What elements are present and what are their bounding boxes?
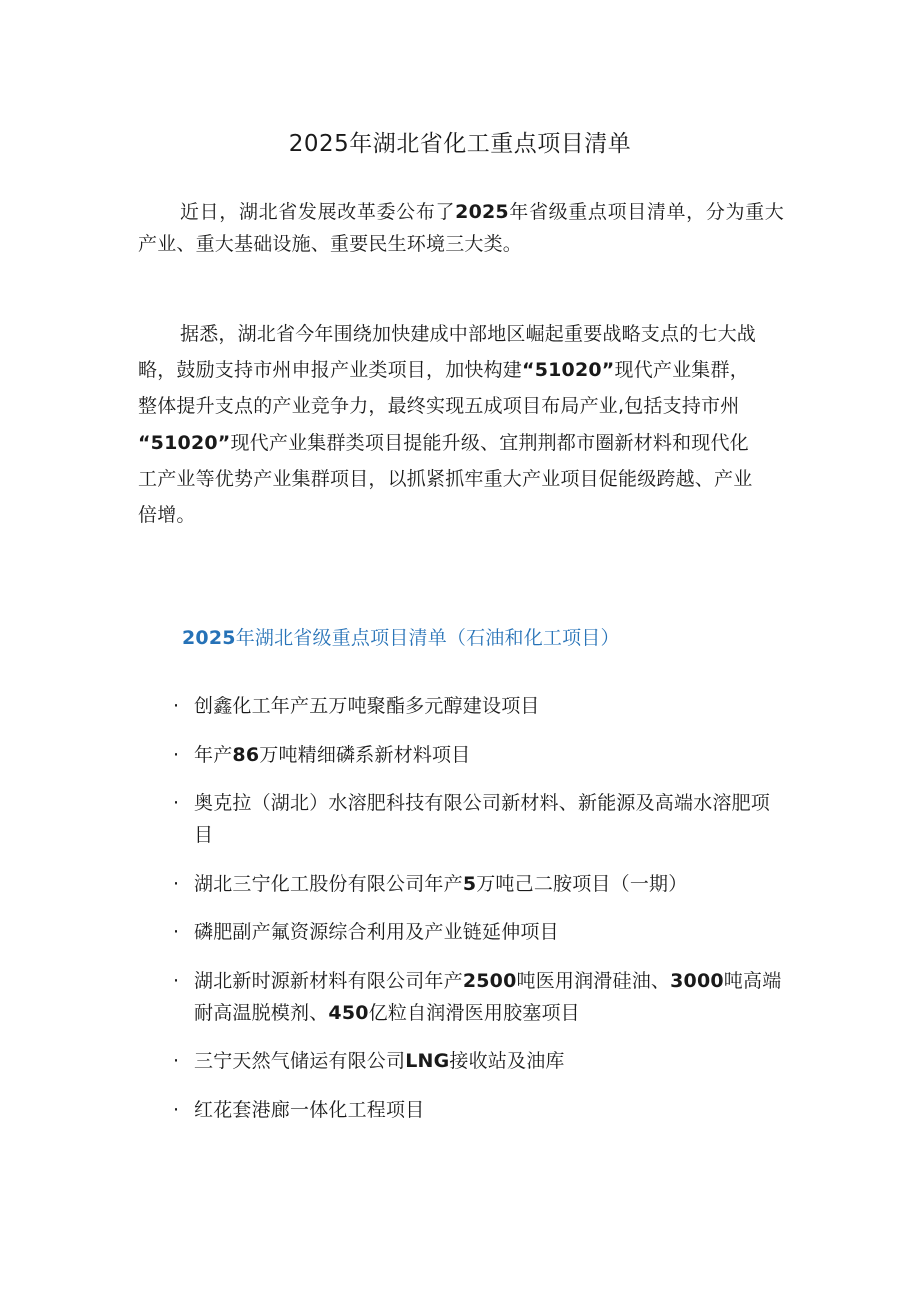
body-paragraph bbox=[138, 316, 784, 533]
section-heading-text: 年湖北省级重点项目清单（石油和化工项目） bbox=[235, 627, 620, 649]
project-text-a: 湖北新时源新材料有限公司年产 bbox=[194, 969, 463, 992]
list-item bbox=[0, 1045, 784, 1077]
intro-text-a: 近日，湖北省发展改革委公布了 bbox=[180, 201, 456, 223]
list-item-text bbox=[194, 1045, 784, 1077]
body-text-5: 工产业等优势产业集群项目，以抓紧抓牢重大产业项目促能级跨越、产业 bbox=[138, 467, 753, 490]
project-text-c: 万吨精细磷系新材料项目 bbox=[259, 743, 471, 766]
body-line-5 bbox=[138, 461, 784, 497]
list-item-text bbox=[194, 965, 784, 1029]
list-item bbox=[0, 787, 784, 851]
bullet-icon: · bbox=[173, 743, 180, 766]
list-item-text bbox=[194, 916, 784, 948]
project-text-a: 三宁天然气储运有限公司 bbox=[194, 1050, 406, 1072]
project-text-g: 亿粒自润滑医用胶塞项目 bbox=[368, 1001, 580, 1024]
project-text-c: 万吨己二胺项目（一期） bbox=[476, 872, 688, 895]
project-text-e: 吨高端耐高温脱模剂、 bbox=[194, 969, 782, 1024]
project-number: 2500 bbox=[462, 969, 517, 992]
body-line-2 bbox=[138, 352, 784, 388]
list-item bbox=[0, 1094, 784, 1126]
intro-paragraph bbox=[138, 197, 784, 260]
body-line-6 bbox=[138, 497, 784, 533]
bullet-icon: · bbox=[173, 1050, 180, 1072]
body-text-1: 据悉，湖北省今年围绕加快建成中部地区崛起重要战略支点的七大战 bbox=[180, 323, 757, 345]
list-item-text bbox=[194, 868, 784, 900]
body-text-3: 整体提升支点的产业竞争力，最终实现五成项目布局产业,包括支持市州 bbox=[138, 395, 740, 418]
intro-year: 2025 bbox=[455, 201, 509, 223]
project-text-a: 创鑫化工年产五万吨聚酯多元醇建设项目 bbox=[194, 695, 540, 717]
body-text-2b: 现代产业集群， bbox=[614, 359, 749, 382]
body-line-4 bbox=[138, 425, 784, 461]
project-number: 86 bbox=[232, 743, 260, 766]
list-item bbox=[0, 690, 784, 722]
project-text-c: 接收站及油库 bbox=[449, 1050, 565, 1072]
intro-text-b: 年省级重点项目清单，分为重大产业、重大基础设施、重要民生环境三大类。 bbox=[138, 201, 784, 255]
body-text-6: 倍增。 bbox=[138, 504, 196, 527]
project-text-a: 年产 bbox=[194, 743, 233, 766]
bullet-icon: · bbox=[173, 872, 180, 895]
project-text-a: 红花套港廊一体化工程项目 bbox=[194, 1098, 425, 1121]
project-abbrev: LNG bbox=[405, 1050, 450, 1072]
section-heading bbox=[182, 622, 620, 654]
project-number: 3000 bbox=[670, 969, 724, 992]
project-text-c: 吨医用润滑硅油、 bbox=[516, 969, 671, 992]
body-bold-2: “51020” bbox=[522, 359, 615, 382]
list-item bbox=[0, 868, 784, 900]
body-line-3 bbox=[138, 388, 784, 424]
bullet-icon: · bbox=[173, 969, 180, 992]
list-item bbox=[0, 965, 784, 1029]
project-list bbox=[0, 690, 920, 1142]
list-item-text bbox=[194, 690, 784, 722]
document-title: 2025年湖北省化工重点项目清单 bbox=[288, 131, 632, 157]
project-text-a: 奥克拉（湖北）水溶肥科技有限公司新材料、新能源及高端水溶肥项目 bbox=[194, 792, 771, 846]
bullet-icon: · bbox=[173, 792, 180, 814]
list-item-text bbox=[194, 739, 784, 771]
list-item bbox=[0, 739, 784, 771]
project-number: 5 bbox=[462, 872, 477, 895]
section-heading-year: 2025 bbox=[182, 627, 236, 649]
body-line-1 bbox=[138, 316, 784, 352]
bullet-icon: · bbox=[173, 695, 180, 717]
body-text-4: 现代产业集群类项目提能升级、宜荆荆都市圈新材料和现代化 bbox=[230, 431, 749, 454]
project-text-a: 磷肥副产氟资源综合利用及产业链延伸项目 bbox=[194, 921, 559, 943]
body-text-2a: 略，鼓励支持市州申报产业类项目，加快构建 bbox=[138, 359, 523, 382]
bullet-icon: · bbox=[173, 1098, 180, 1121]
list-item bbox=[0, 916, 784, 948]
project-number: 450 bbox=[328, 1001, 369, 1024]
list-item-text bbox=[194, 787, 784, 851]
bullet-icon: · bbox=[173, 921, 180, 943]
project-text-a: 湖北三宁化工股份有限公司年产 bbox=[194, 872, 463, 895]
body-bold-4: “51020” bbox=[138, 431, 231, 454]
list-item-text bbox=[194, 1094, 784, 1126]
